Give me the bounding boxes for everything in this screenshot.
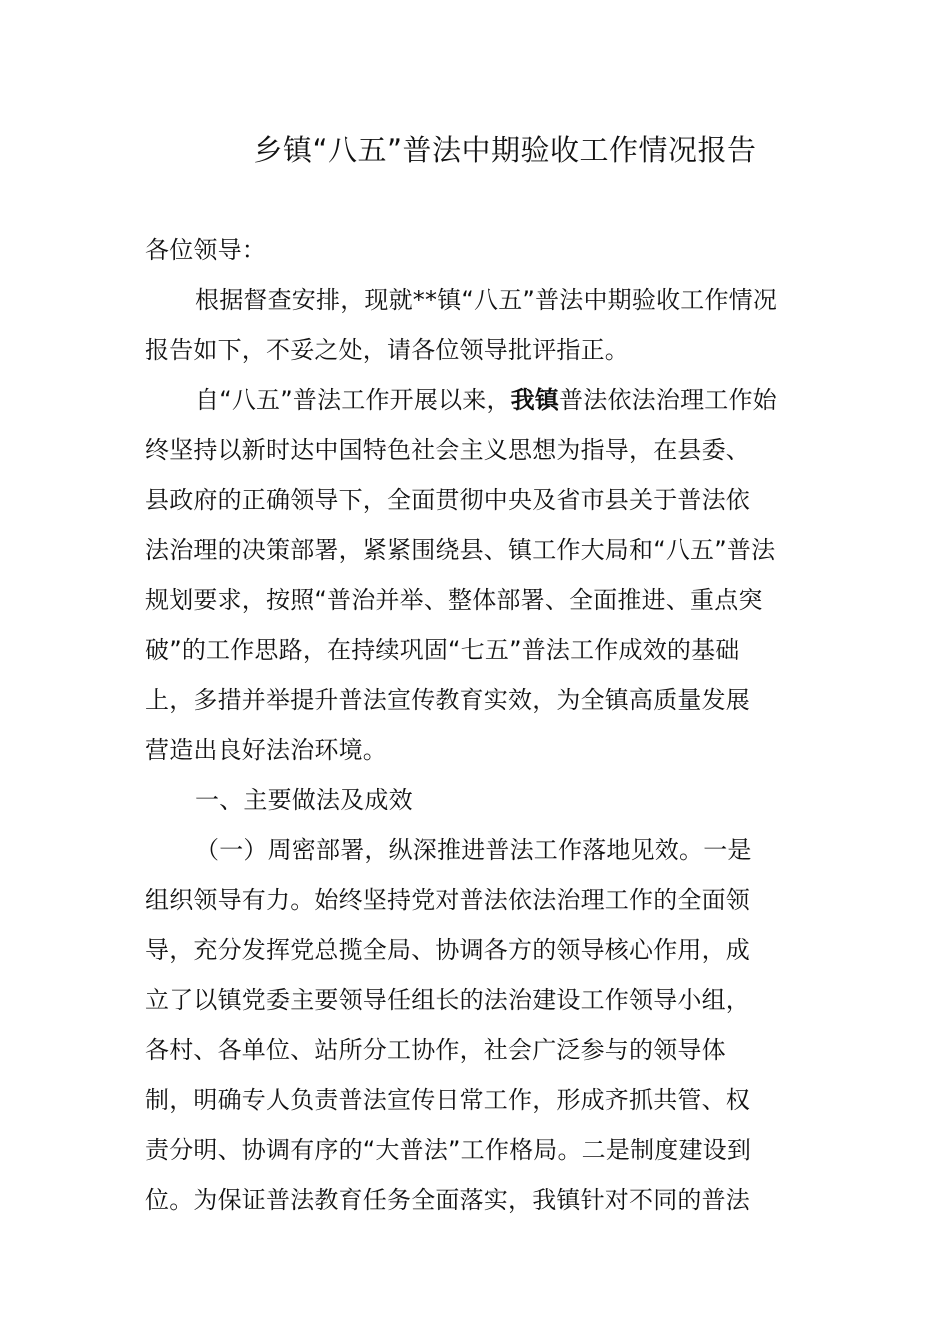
paragraph-line: 营造出良好法治环境。 — [145, 736, 387, 764]
paragraph-line: 组织领导有力。始终坚持党对普法依法治理工作的全面领 — [145, 886, 750, 914]
paragraph-line: 规划要求，按照“普治并举、整体部署、全面推进、重点突 — [145, 586, 763, 614]
paragraph-line: 县政府的正确领导下，全面贯彻中央及省市县关于普法依 — [145, 486, 750, 514]
paragraph-line: 导，充分发挥党总揽全局、协调各方的领导核心作用，成 — [145, 936, 750, 964]
paragraph-line: 各村、各单位、站所分工协作，社会广泛参与的领导体 — [145, 1036, 726, 1064]
paragraph-line: 责分明、协调有序的“大普法”工作格局。二是制度建设到 — [145, 1136, 752, 1164]
paragraph-line: 上，多措并举提升普法宣传教育实效，为全镇高质量发展 — [145, 686, 750, 714]
paragraph-line: 根据督查安排，现就**镇“八五”普法中期验收工作情况 — [195, 286, 778, 314]
paragraph-line: 位。为保证普法教育任务全面落实，我镇针对不同的普法 — [145, 1186, 750, 1214]
paragraph-line: 制，明确专人负责普法宣传日常工作，形成齐抓共管、权 — [145, 1086, 750, 1114]
text-segment: 自“八五”普法工作开展以来， — [195, 386, 511, 414]
paragraph-line: 立了以镇党委主要领导任组长的法治建设工作领导小组， — [145, 986, 750, 1014]
paragraph-line — [195, 382, 777, 418]
paragraph-line: 报告如下，不妥之处，请各位领导批评指正。 — [145, 336, 629, 364]
salutation: 各位领导： — [145, 236, 266, 264]
section-heading: 一、主要做法及成效 — [195, 786, 413, 814]
document-title: 乡镇“八五”普法中期验收工作情况报告 — [253, 133, 757, 167]
paragraph-line: 破”的工作思路，在持续巩固“七五”普法工作成效的基础 — [145, 636, 740, 664]
paragraph-line: 法治理的决策部署，紧紧围绕县、镇工作大局和“八五”普法 — [145, 536, 776, 564]
text-segment: 普法依法治理工作始 — [559, 386, 777, 414]
bold-text-segment: 我镇 — [510, 386, 560, 414]
paragraph-line: 终坚持以新时达中国特色社会主义思想为指导，在县委、 — [145, 436, 750, 464]
paragraph-line: （一）周密部署，纵深推进普法工作落地见效。一是 — [195, 836, 752, 864]
